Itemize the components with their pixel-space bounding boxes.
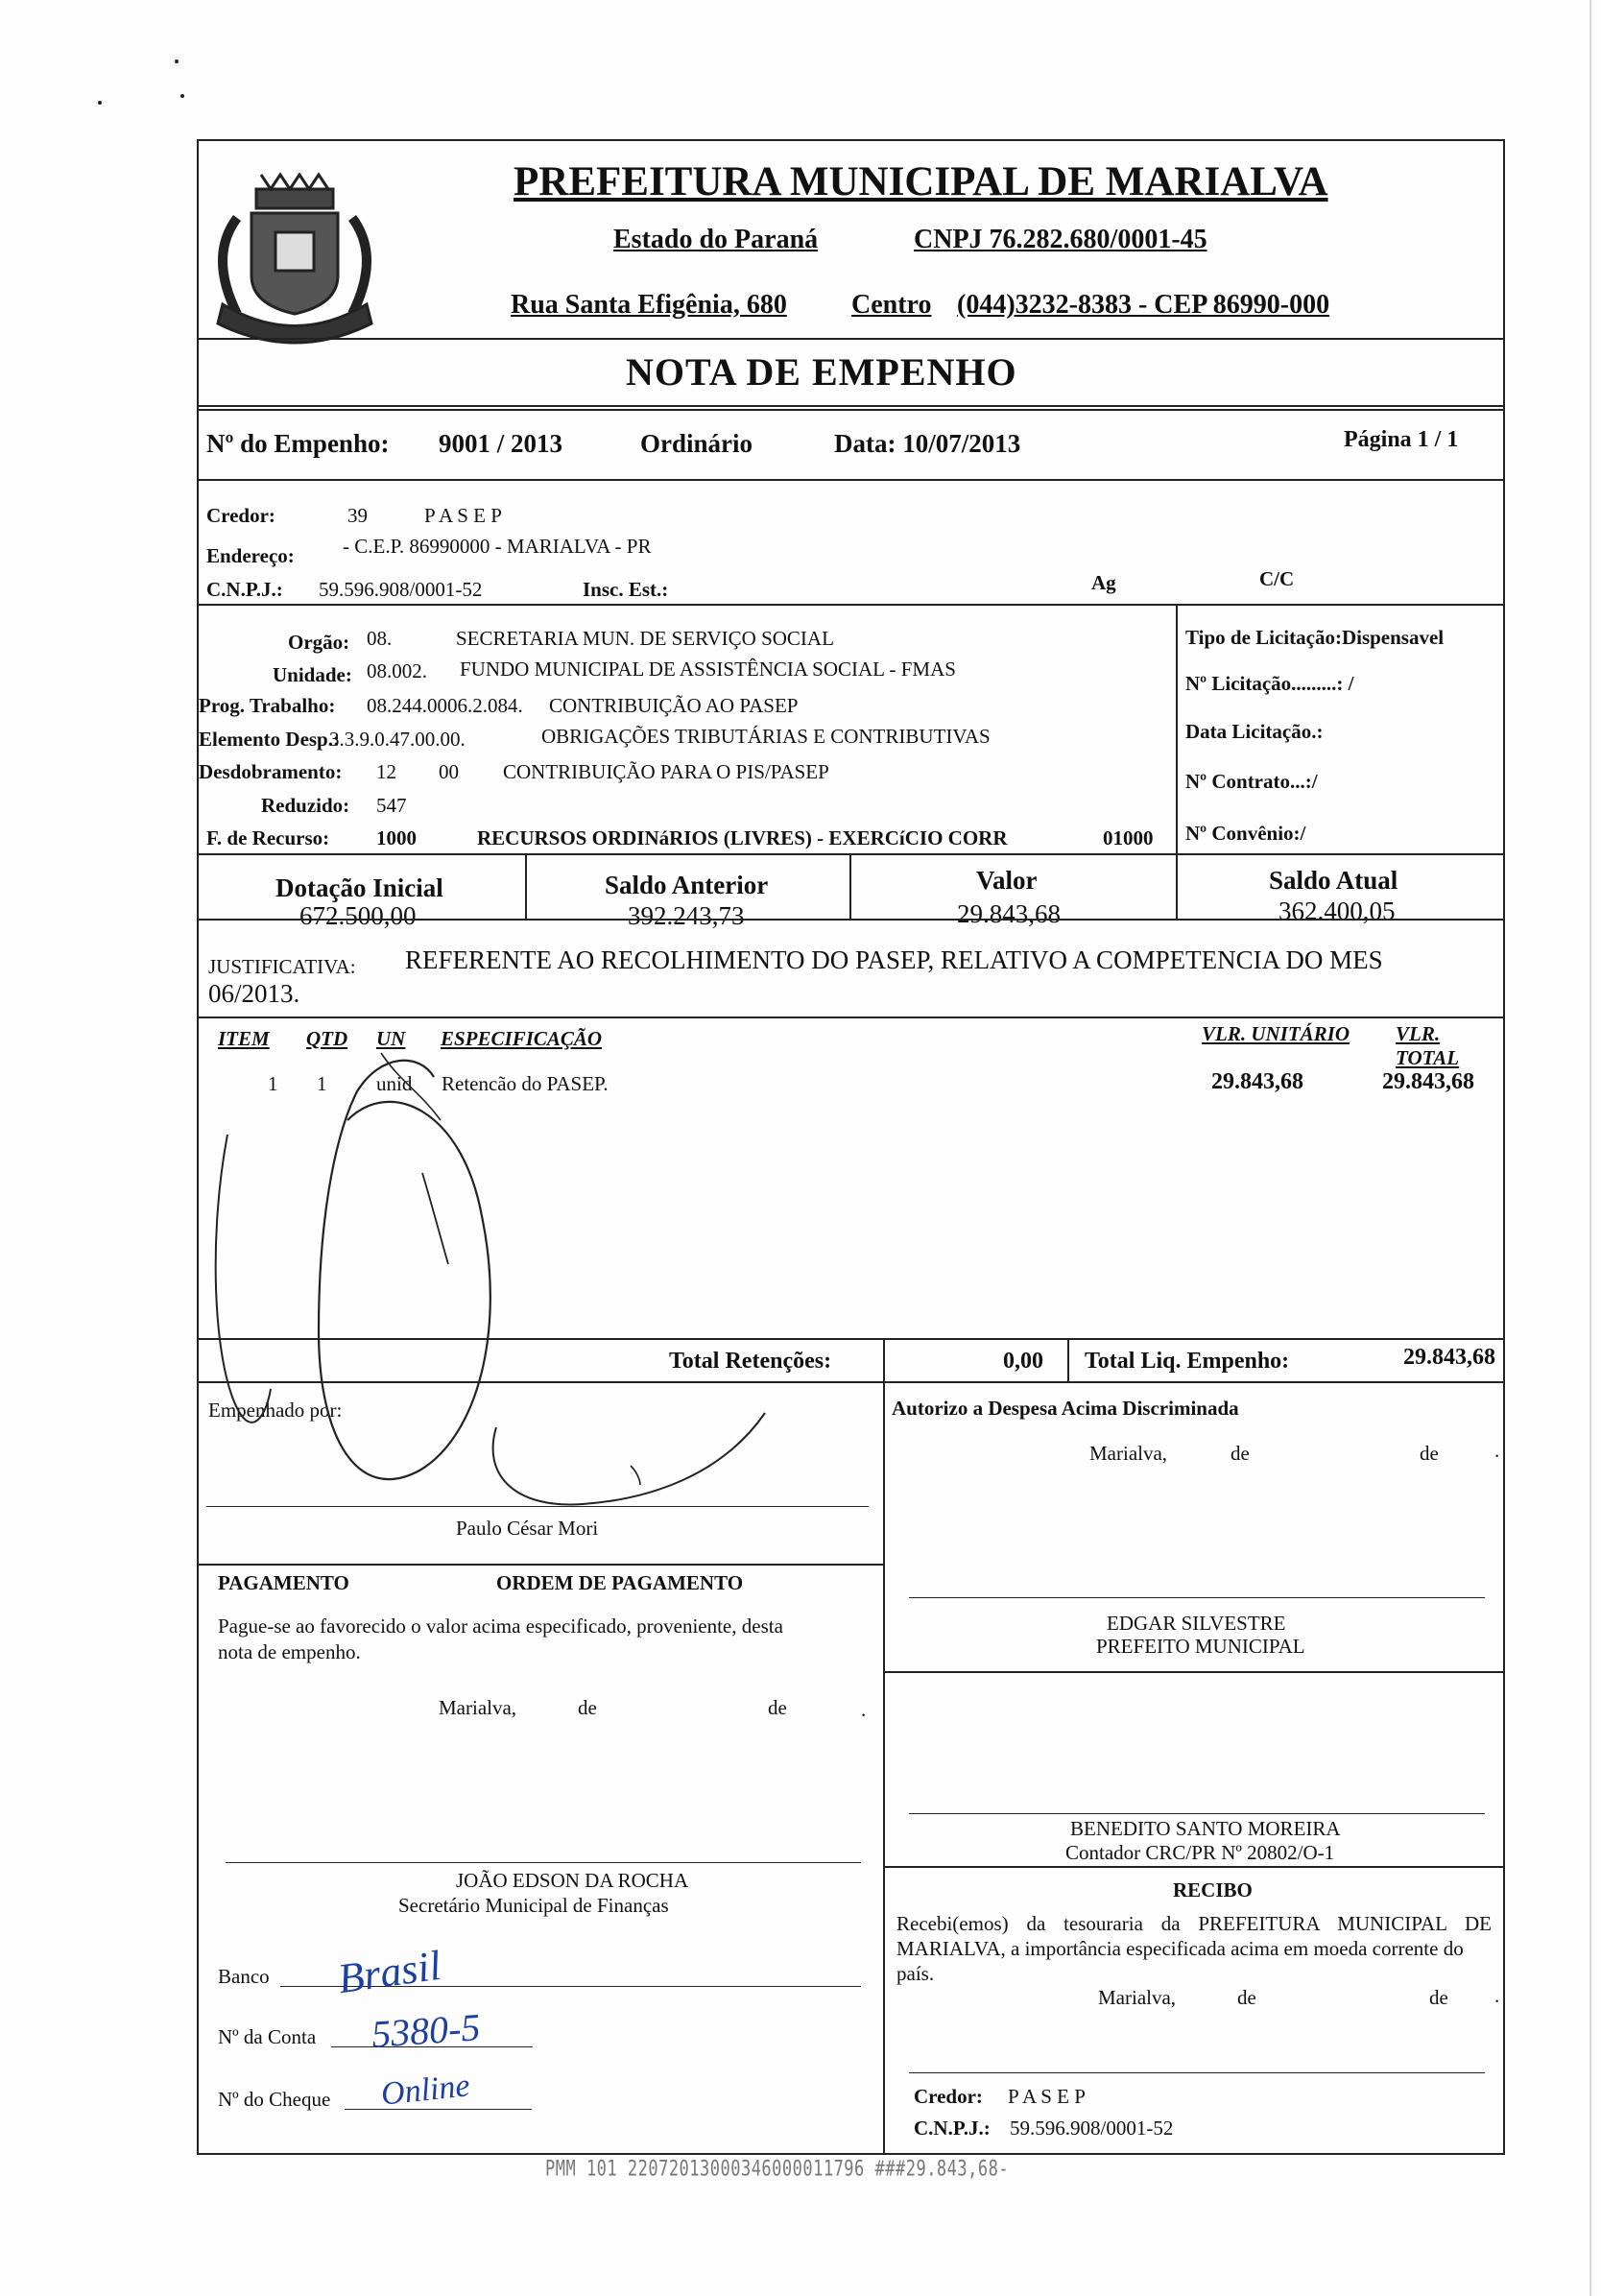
empenho-number: 9001 / 2013 xyxy=(439,429,563,458)
reduzido-value: 547 xyxy=(376,794,407,817)
orgao-code: 08. xyxy=(367,627,393,650)
valor-value: 29.843,68 xyxy=(957,899,1061,928)
credor-label: Credor: xyxy=(206,504,275,527)
col-header-un: UN xyxy=(376,1027,406,1050)
pagamento-de-2: de xyxy=(768,1696,787,1719)
orgao-label: Orgão: xyxy=(288,631,350,654)
numero-convenio: Nº Convênio:/ xyxy=(1185,822,1306,845)
elemento-code: 3.3.9.0.47.00.00. xyxy=(329,728,466,751)
valor-label: Valor xyxy=(976,866,1038,895)
pagamento-text-line2: nota de empenho. xyxy=(218,1640,361,1663)
pagamento-label: PAGAMENTO xyxy=(218,1571,349,1594)
desdobramento-code1: 12 xyxy=(376,760,396,783)
cheque-handwritten: Online xyxy=(379,2068,472,2113)
numero-conta-label: Nº da Conta xyxy=(218,2025,317,2048)
dotacao-inicial-label: Dotação Inicial xyxy=(275,873,443,902)
contador-name: BENEDITO SANTO MOREIRA xyxy=(1070,1817,1341,1840)
dotacao-inicial-value: 672.500,00 xyxy=(299,901,417,930)
ordem-pagamento-label: ORDEM DE PAGAMENTO xyxy=(496,1571,744,1594)
insc-est-label: Insc. Est.: xyxy=(583,578,669,601)
recibo-credor-value: P A S E P xyxy=(1008,2085,1086,2108)
saldo-atual-value: 362.400,05 xyxy=(1278,897,1396,925)
handwritten-signature-loop xyxy=(477,1408,784,1543)
credor-name: P A S E P xyxy=(424,504,502,527)
unidade-code: 08.002. xyxy=(367,659,427,682)
conta-handwritten: 5380-5 xyxy=(370,2005,482,2056)
recibo-credor-label: Credor: xyxy=(914,2085,983,2108)
header-phone-cep: (044)3232-8383 - CEP 86990-000 xyxy=(957,290,1330,320)
col-header-vlr-unitario: VLR. UNITÁRIO xyxy=(1202,1022,1350,1045)
autorizo-de-2: de xyxy=(1420,1442,1439,1465)
col-header-vlr-total: VLR. TOTAL xyxy=(1396,1022,1460,1069)
reduzido-label: Reduzido: xyxy=(261,794,350,817)
endereco-value: - C.E.P. 86990000 - MARIALVA - PR xyxy=(343,535,652,558)
banco-label: Banco xyxy=(218,1965,270,1988)
coat-of-arms-icon xyxy=(199,160,391,352)
elemento-desc: OBRIGAÇÕES TRIBUTÁRIAS E CONTRIBUTIVAS xyxy=(541,725,991,748)
document-title: NOTA DE EMPENHO xyxy=(626,350,1017,394)
header-title: PREFEITURA MUNICIPAL DE MARIALVA xyxy=(514,159,1328,204)
item-vlr-total: 29.843,68 xyxy=(1382,1069,1474,1094)
saldo-anterior-label: Saldo Anterior xyxy=(605,871,769,899)
speck xyxy=(180,94,184,98)
total-liquido-label: Total Liq. Empenho: xyxy=(1085,1349,1290,1374)
pagamento-marialva: Marialva, xyxy=(439,1696,517,1719)
prefeito-title: PREFEITO MUNICIPAL xyxy=(1096,1635,1305,1658)
item-especificacao: Retencão do PASEP. xyxy=(442,1072,609,1095)
col-header-item: ITEM xyxy=(218,1027,270,1050)
saldo-atual-label: Saldo Atual xyxy=(1269,866,1398,895)
nota-empenho-form xyxy=(197,139,1505,2155)
secretario-title: Secretário Municipal de Finanças xyxy=(398,1894,669,1917)
prog-trabalho-label: Prog. Trabalho: xyxy=(199,694,336,717)
header-state: Estado do Paraná xyxy=(613,225,819,254)
tipo-licitacao: Tipo de Licitação:Dispensavel xyxy=(1185,626,1445,649)
page-edge xyxy=(1589,0,1591,2296)
justificativa-label: JUSTIFICATIVA: xyxy=(208,955,356,978)
col-header-especificacao: ESPECIFICAÇÃO xyxy=(441,1027,603,1050)
pagamento-de-1: de xyxy=(578,1696,597,1719)
saldo-anterior-value: 392.243,73 xyxy=(628,901,745,930)
data-licitacao: Data Licitação.: xyxy=(1185,720,1324,743)
empenho-date: Data: 10/07/2013 xyxy=(834,429,1021,458)
recibo-text-line1: Recebi(emos) da tesouraria da PREFEITURA MUNICIPAL DE xyxy=(896,1912,1492,1935)
fonte-recurso-desc: RECURSOS ORDINáRIOS (LIVRES) - EXERCíCIO CORR xyxy=(477,826,1008,849)
fonte-recurso-code: 1000 xyxy=(376,826,417,849)
fonte-recurso-number: 01000 xyxy=(1103,826,1154,849)
prog-trabalho-code: 08.244.0006.2.084. xyxy=(367,694,523,717)
total-liquido-value: 29.843,68 xyxy=(1403,1345,1495,1370)
recibo-marialva: Marialva, xyxy=(1098,1986,1177,2009)
orgao-desc: SECRETARIA MUN. DE SERVIÇO SOCIAL xyxy=(456,627,834,650)
elemento-label: Elemento Desp.: xyxy=(199,728,340,751)
banco-handwritten: Brasil xyxy=(335,1941,444,2003)
prog-trabalho-desc: CONTRIBUIÇÃO AO PASEP xyxy=(549,694,799,717)
unidade-desc: FUNDO MUNICIPAL DE ASSISTÊNCIA SOCIAL - FMAS xyxy=(460,658,956,681)
justificativa-text-line2: 06/2013. xyxy=(208,979,300,1008)
recibo-text-line2: MARIALVA, a importância especificada acima em moeda corrente do xyxy=(896,1937,1464,1960)
recibo-cnpj-label: C.N.P.J.: xyxy=(914,2117,991,2140)
empenhado-por-name: Paulo César Mori xyxy=(456,1517,599,1540)
empenho-type: Ordinário xyxy=(640,429,753,458)
pagamento-period: . xyxy=(861,1698,867,1721)
total-retencoes-value: 0,00 xyxy=(1003,1349,1043,1374)
autorizo-marialva: Marialva, xyxy=(1089,1442,1168,1465)
header-address: Rua Santa Efigênia, 680 xyxy=(511,290,787,320)
numero-licitacao: Nº Licitação.........: / xyxy=(1185,672,1354,695)
numero-contrato: Nº Contrato...:/ xyxy=(1185,770,1318,793)
desdobramento-code2: 00 xyxy=(439,760,459,783)
total-retencoes-label: Total Retenções: xyxy=(669,1349,832,1374)
col-header-qtd: QTD xyxy=(306,1027,348,1050)
header-cnpj: CNPJ 76.282.680/0001-45 xyxy=(914,225,1207,254)
pagamento-text-line1: Pague-se ao favorecido o valor acima especificado, proveniente, desta xyxy=(218,1614,783,1638)
speck xyxy=(175,60,179,63)
cnpj-value: 59.596.908/0001-52 xyxy=(319,578,483,601)
contador-title: Contador CRC/PR Nº 20802/O-1 xyxy=(1065,1841,1335,1864)
credor-code: 39 xyxy=(347,504,368,527)
header-district: Centro xyxy=(851,290,932,320)
agencia-label: Ag xyxy=(1091,571,1116,594)
autorizo-de-1: de xyxy=(1231,1442,1250,1465)
empenho-number-label: Nº do Empenho: xyxy=(206,429,390,458)
page-number: Página 1 / 1 xyxy=(1344,427,1459,452)
item-qtd: 1 xyxy=(317,1072,327,1095)
footer-barcode-text: PMM 101 22072013000346000011796 ###29.843,68- xyxy=(545,2157,1010,2182)
recibo-cnpj-value: 59.596.908/0001-52 xyxy=(1010,2117,1174,2140)
empenhado-por-label: Empenhado por: xyxy=(208,1399,343,1422)
item-vlr-unitario: 29.843,68 xyxy=(1211,1069,1303,1094)
recibo-period: . xyxy=(1494,1984,1500,2007)
desdobramento-desc: CONTRIBUIÇÃO PARA O PIS/PASEP xyxy=(503,760,829,783)
recibo-text-line3: país. xyxy=(896,1962,935,1985)
numero-cheque-label: Nº do Cheque xyxy=(218,2088,331,2111)
endereco-label: Endereço: xyxy=(206,544,295,567)
item-un: unid xyxy=(376,1072,413,1095)
unidade-label: Unidade: xyxy=(273,663,352,686)
autorizo-period: . xyxy=(1494,1439,1500,1462)
recibo-de-1: de xyxy=(1237,1986,1256,2009)
recibo-de-2: de xyxy=(1429,1986,1448,2009)
recibo-label: RECIBO xyxy=(1173,1878,1253,1901)
cnpj-label: C.N.P.J.: xyxy=(206,578,283,601)
desdobramento-label: Desdobramento: xyxy=(199,760,343,783)
secretario-name: JOÃO EDSON DA ROCHA xyxy=(456,1869,689,1892)
item-number: 1 xyxy=(268,1072,278,1095)
conta-corrente-label: C/C xyxy=(1259,567,1295,590)
fonte-recurso-label: F. de Recurso: xyxy=(206,826,330,849)
justificativa-text-line1: REFERENTE AO RECOLHIMENTO DO PASEP, RELATIVO A COMPETENCIA DO MES xyxy=(405,945,1383,974)
autorizo-despesa-label: Autorizo a Despesa Acima Discriminada xyxy=(892,1397,1239,1420)
speck xyxy=(98,101,102,105)
prefeito-name: EDGAR SILVESTRE xyxy=(1107,1612,1286,1635)
